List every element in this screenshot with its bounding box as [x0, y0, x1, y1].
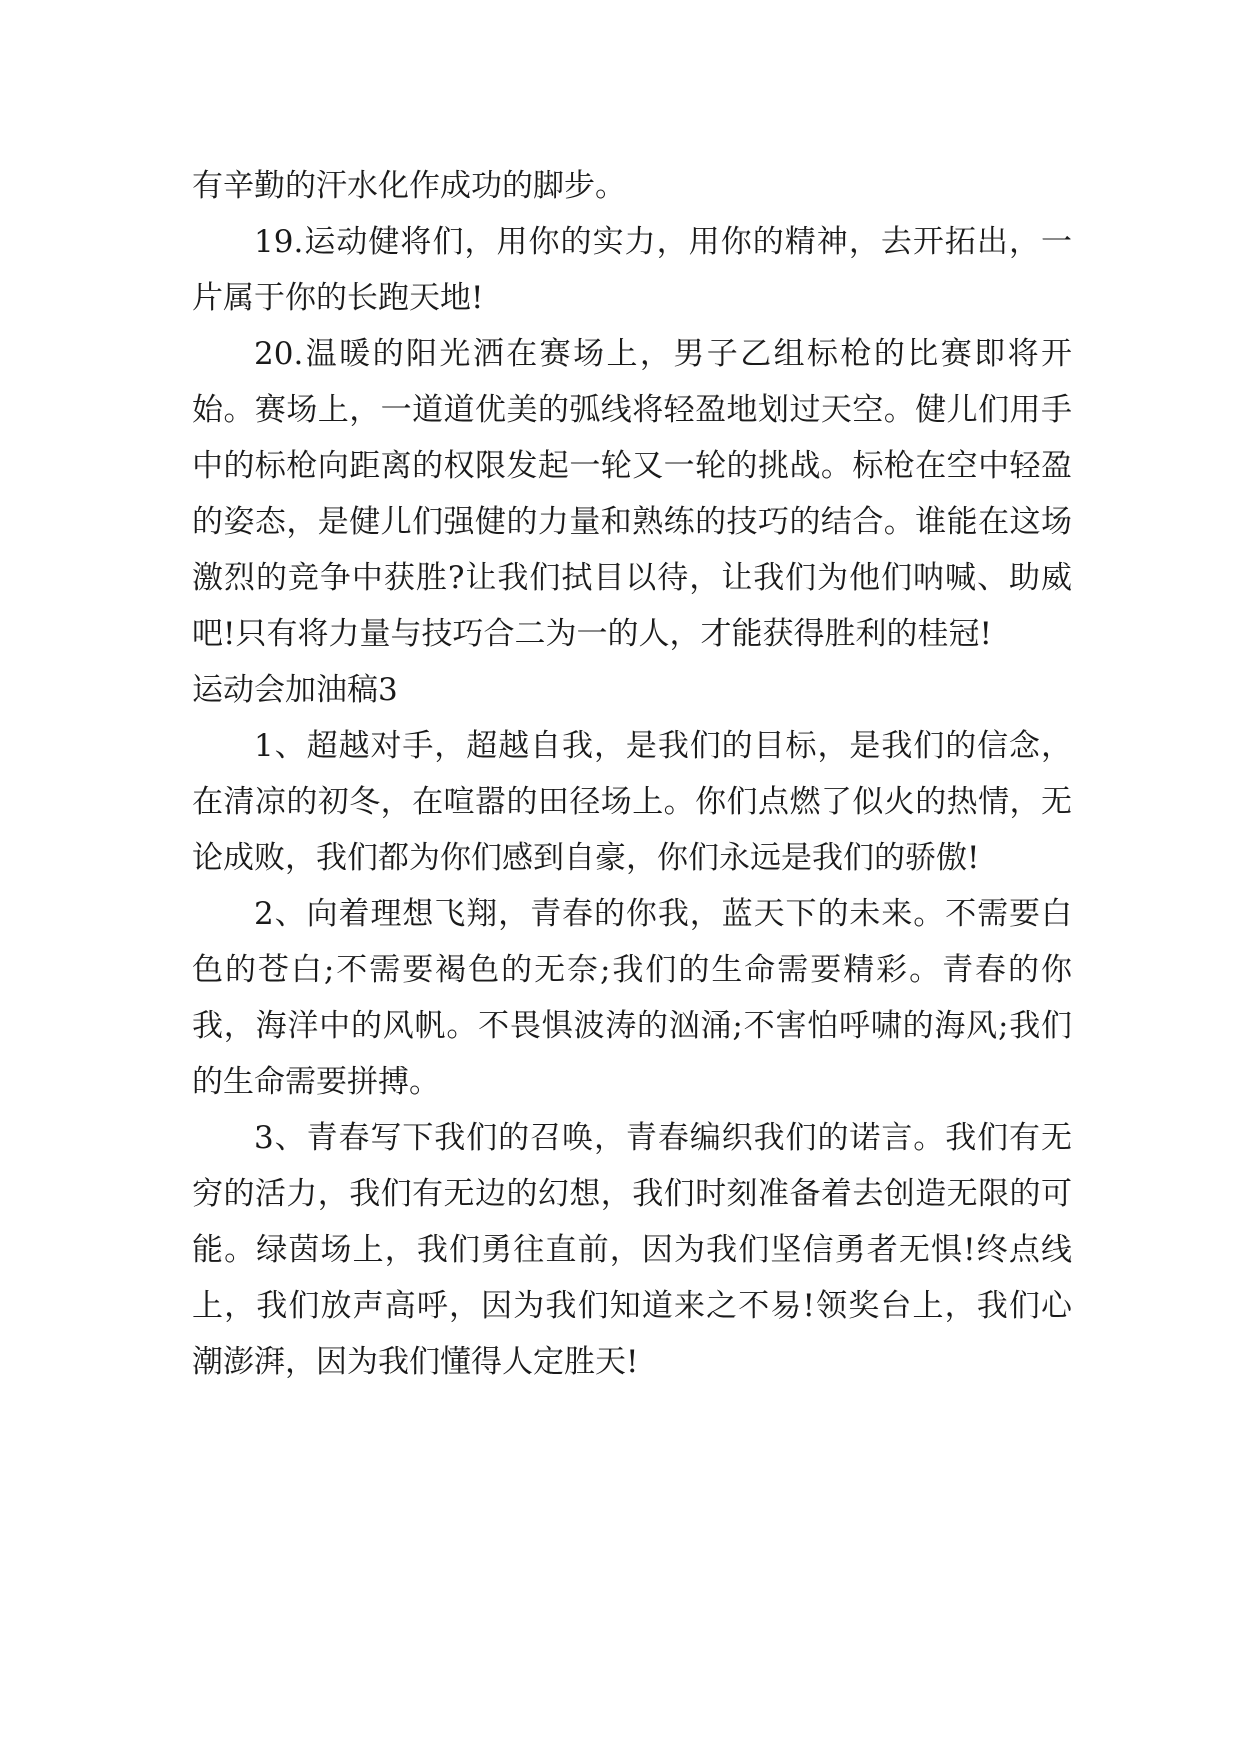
document-body: [192, 158, 1072, 1390]
paragraph-item-19: 19.运动健将们，用你的实力，用你的精神，去开拓出，一片属于你的长跑天地!: [192, 224, 1072, 316]
paragraph-item-20: 20.温暖的阳光洒在赛场上，男子乙组标枪的比赛即将开始。赛场上，一道道优美的弧线将轻盈地划过天空。健儿们用手中的标枪向距离的权限发起一轮又一轮的挑战。标枪在空中轻盈的姿态，是健儿们强健的力量和熟练的技巧的结合。谁能在这场激烈的竞争中获胜?让我们拭目以待，让我们为他们呐喊、助威吧!只有将力量与技巧合二为一的人，才能获得胜利的桂冠!: [192, 336, 1072, 652]
paragraph-sec3-item-1: 1、超越对手，超越自我，是我们的目标，是我们的信念，在清凉的初冬，在喧嚣的田径场上。你们点燃了似火的热情，无论成败，我们都为你们感到自豪，你们永远是我们的骄傲!: [192, 728, 1072, 876]
paragraph-continuation: 有辛勤的汗水化作成功的脚步。: [192, 168, 626, 204]
section-title: 运动会加油稿3: [192, 672, 398, 708]
paragraph-sec3-item-2: 2、向着理想飞翔，青春的你我，蓝天下的未来。不需要白色的苍白;不需要褐色的无奈;我们的生命需要精彩。青春的你我，海洋中的风帆。不畏惧波涛的汹涌;不害怕呼啸的海风;我们的生命需要拼搏。: [192, 896, 1072, 1100]
paragraph-sec3-item-3: 3、青春写下我们的召唤，青春编织我们的诺言。我们有无穷的活力，我们有无边的幻想，我们时刻准备着去创造无限的可能。绿茵场上，我们勇往直前，因为我们坚信勇者无惧!终点线上，我们放声高呼，因为我们知道来之不易!领奖台上，我们心潮澎湃，因为我们懂得人定胜天!: [192, 1120, 1072, 1380]
